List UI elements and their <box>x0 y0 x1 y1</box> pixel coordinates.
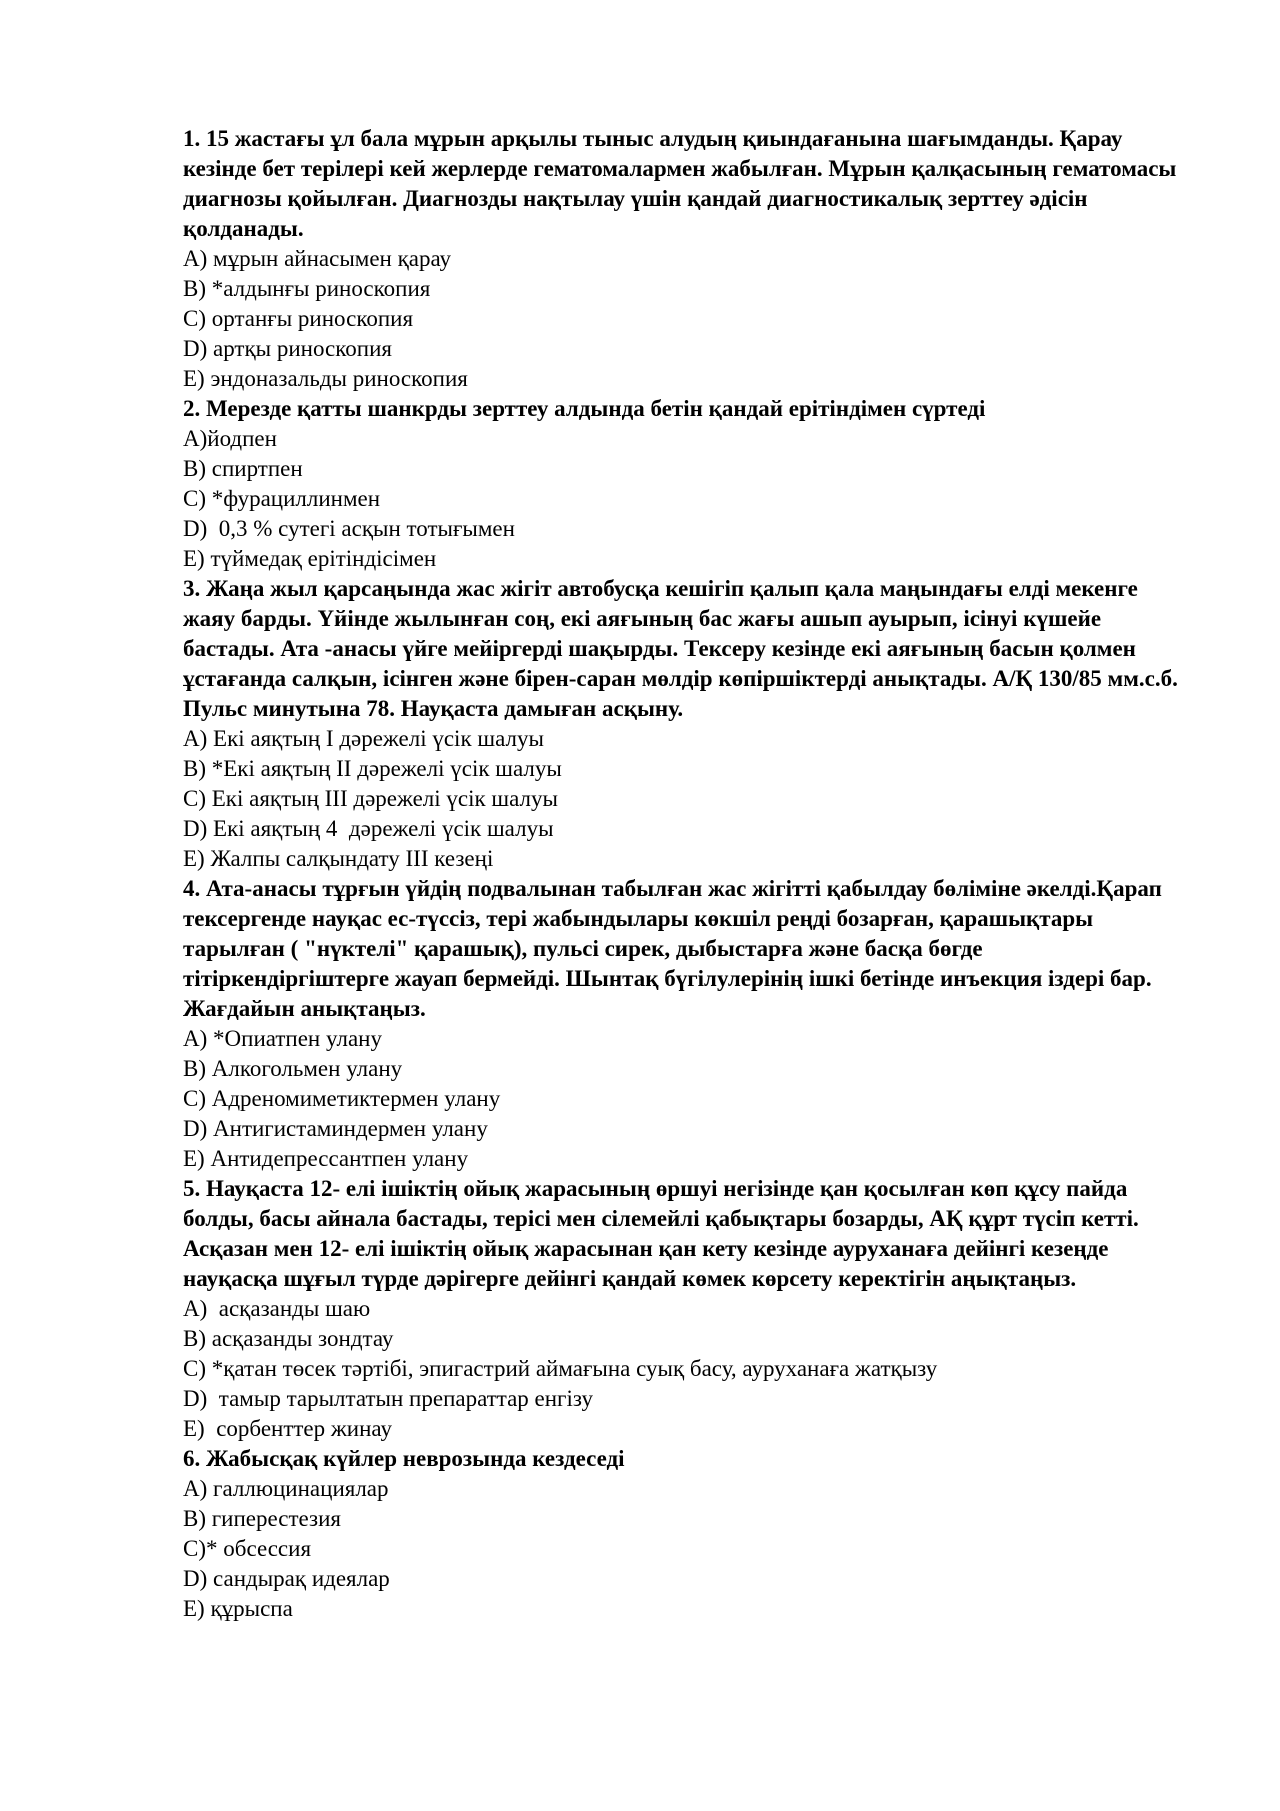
question-1-option-e: E) эндоназальды риноскопия <box>183 366 468 391</box>
question-1-option-c: C) ортанғы риноскопия <box>183 306 414 331</box>
question-5-option-a: A) асқазанды шаю <box>183 1296 371 1321</box>
question-2-option-d: D) 0,3 % сутегі асқын тотығымен <box>183 516 515 541</box>
question-2-text: 2. Мерезде қатты шанкрды зерттеу алдында бетін қандай ерітіндімен сүртеді <box>183 396 986 421</box>
question-4-text: 4. Ата-анасы тұрғын үйдің подвалынан табылған жас жігітті қабылдау бөліміне әкелді.Қарап тексергенде науқас ес-түссіз, тері жабындылары көкшіл реңді бозарған, қарашықтары тарылған ( "нүктелі" қарашық), пульсі сирек, дыбыстарға және басқа бөгде тітіркендіргіштерге жауап бермейді. Шынтақ бүгілулерінің ішкі бетінде инъекция іздері бар. Жағдайын анықтаңыз. <box>183 876 1162 1021</box>
test-questions <box>183 124 1193 1624</box>
question-2-option-e: E) түймедақ ерітіндісімен <box>183 546 437 571</box>
question-1-option-b: B) *алдынғы риноскопия <box>183 276 431 301</box>
question-3-option-a: A) Екі аяқтың I дәрежелі үсік шалуы <box>183 726 544 751</box>
question-6-option-c: C)* обсессия <box>183 1536 312 1561</box>
question-3-option-e: E) Жалпы салқындату III кезеңі <box>183 846 494 871</box>
question-5-option-c: C) *қатан төсек тәртібі, эпигастрий аймағына суық басу, ауруханаға жатқызу <box>183 1356 938 1381</box>
question-1-text: 1. 15 жастағы ұл бала мұрын арқылы тыныс алудың қиындағанына шағымданды. Қарау кезінде бет терілері кей жерлерде гематомалармен жабылған. Мұрын қалқасының гематомасы диагнозы қойылған. Диагнозды нақтылау үшін қандай диагностикалық зерттеу әдісін қолданады. <box>183 126 1177 241</box>
question-4-option-b: B) Алкогольмен улану <box>183 1056 403 1081</box>
question-6-text: 6. Жабысқақ күйлер неврозында кездеседі <box>183 1446 625 1471</box>
question-6-option-d: D) сандырақ идеялар <box>183 1566 390 1591</box>
question-4-option-c: C) Адреномиметиктермен улану <box>183 1086 501 1111</box>
question-5-text: 5. Науқаста 12- елі ішіктің ойық жарасының өршуі негізінде қан қосылған көп құсу пайда болды, басы айнала бастады, терісі мен сілемейлі қабықтары бозарды, АҚ құрт түсіп кетті. Асқазан мен 12- елі ішіктің ойық жарасынан қан кету кезінде ауруханаға дейінгі кезеңде науқасқа шұғыл түрде дәрігерге дейінгі қандай көмек көрсету керектігін аңықтаңыз. <box>183 1176 1139 1291</box>
question-2-option-b: B) спиртпен <box>183 456 303 481</box>
question-5-option-b: B) асқазанды зондтау <box>183 1326 394 1351</box>
question-2-option-a: A)йодпен <box>183 426 277 451</box>
question-3-option-c: C) Екі аяқтың III дәрежелі үсік шалуы <box>183 786 558 811</box>
question-4-option-d: D) Антигистаминдермен улану <box>183 1116 488 1141</box>
question-2-option-c: C) *фурациллинмен <box>183 486 381 511</box>
question-3-option-b: B) *Екі аяқтың II дәрежелі үсік шалуы <box>183 756 562 781</box>
question-5-option-d: D) тамыр тарылтатын препараттар енгізу <box>183 1386 593 1411</box>
question-3-option-d: D) Екі аяқтың 4 дәрежелі үсік шалуы <box>183 816 554 841</box>
question-6-option-b: B) гиперестезия <box>183 1506 342 1531</box>
question-4-option-a: A) *Опиатпен улану <box>183 1026 382 1051</box>
question-3-text: 3. Жаңа жыл қарсаңында жас жігіт автобусқа кешігіп қалып қала маңындағы елді мекенге жаяу барды. Үйінде жылынған соң, екі аяғының бас жағы ашып ауырып, ісінуі күшейе бастады. Ата -анасы үйге мейіргерді шақырды. Тексеру кезінде екі аяғының басын қолмен ұстағанда салқын, ісінген және бірен-саран мөлдір көпіршіктерді анықтады. А/Қ 130/85 мм.с.б. Пульс минутына 78. Науқаста дамыған асқыну. <box>183 576 1178 721</box>
question-4-option-e: E) Антидепрессантпен улану <box>183 1146 469 1171</box>
question-5-option-e: E) сорбенттер жинау <box>183 1416 392 1441</box>
question-6-option-e: E) құрыспа <box>183 1596 293 1621</box>
question-1-option-a: A) мұрын айнасымен қарау <box>183 246 452 271</box>
question-1-option-d: D) артқы риноскопия <box>183 336 392 361</box>
question-6-option-a: A) галлюцинациялар <box>183 1476 389 1501</box>
